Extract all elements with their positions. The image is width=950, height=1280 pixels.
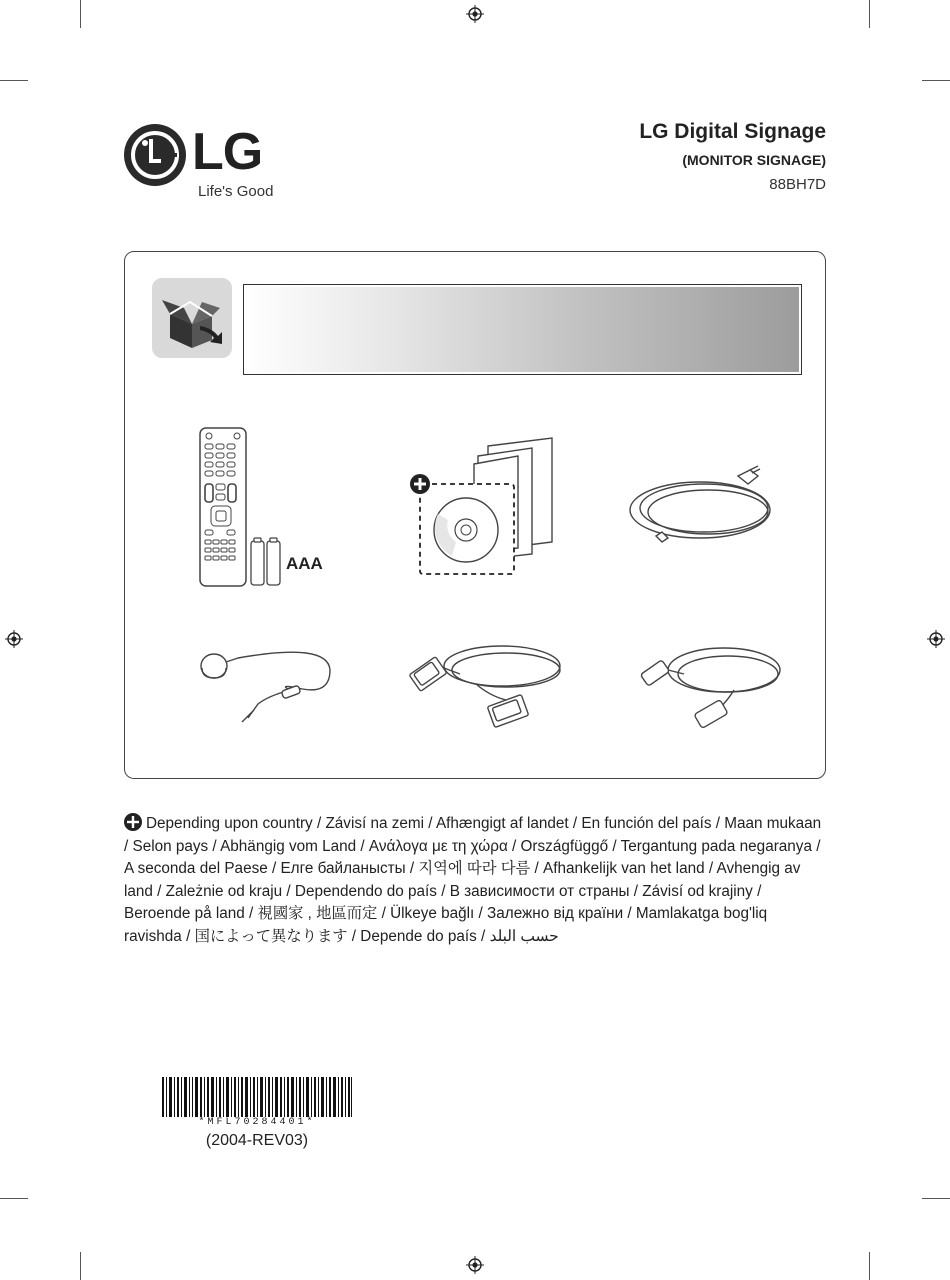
availability-note [124, 813, 829, 948]
crop-mark [0, 80, 28, 81]
crop-mark [80, 0, 81, 28]
registration-mark-icon [466, 5, 484, 23]
model-number: 88BH7D [769, 176, 826, 193]
barcode-number: *MFL70284401* [198, 1117, 316, 1128]
product-title: LG Digital Signage [639, 120, 826, 143]
product-subtitle: (MONITOR SIGNAGE) [682, 152, 826, 168]
crop-mark [922, 80, 950, 81]
remote-control-icon [198, 426, 248, 588]
crop-mark [80, 1252, 81, 1280]
availability-note-text: Depending upon country / Závisí na zemi / Afhængigt af landet / En función del país / Maan mukaan / Selon pays / Abhängig vom Land / Ανάλογα με τη χώρα / Országfüggő / Tergantung pada negaranya / A seconda del Paese / Елге байланысты / 지역에 따라 다름 / Afhankelijk van het land / Avhengig av land / Zależnie od kraju / Dependendo do país / В зависимости от страны / Závisí od krajiny / Beroende på land / 視國家 , 地區而定 / Ülkeye bağlı / Залежно від країни / Mamlakatga bog'liq ravishda / 国によって異なります / Depende do país / حسب البلد [124, 815, 822, 945]
batteries-icon [249, 537, 283, 587]
crop-mark [0, 1198, 28, 1199]
manual-and-cd-icon [408, 434, 564, 578]
power-cord-icon [626, 462, 786, 544]
registration-mark-icon [927, 630, 945, 648]
barcode-icon [162, 1077, 352, 1117]
registration-mark-icon [466, 1256, 484, 1274]
ir-receiver-icon [198, 640, 336, 726]
open-box-icon [152, 278, 232, 358]
component-banner [243, 284, 802, 375]
rs232c-cable-icon [406, 640, 564, 732]
lg-logo-icon [123, 123, 187, 187]
battery-type-label: AAA [286, 554, 323, 573]
plus-circle-icon [124, 813, 142, 831]
revision-label: (2004-REV03) [205, 1132, 309, 1149]
crop-mark [869, 1252, 870, 1280]
registration-mark-icon [5, 630, 23, 648]
crop-mark [869, 0, 870, 28]
brand-name: LG [192, 123, 263, 181]
usb-cable-icon [638, 640, 784, 732]
title-block [639, 120, 826, 193]
brand-tagline: Life's Good [198, 183, 274, 200]
crop-mark [922, 1198, 950, 1199]
